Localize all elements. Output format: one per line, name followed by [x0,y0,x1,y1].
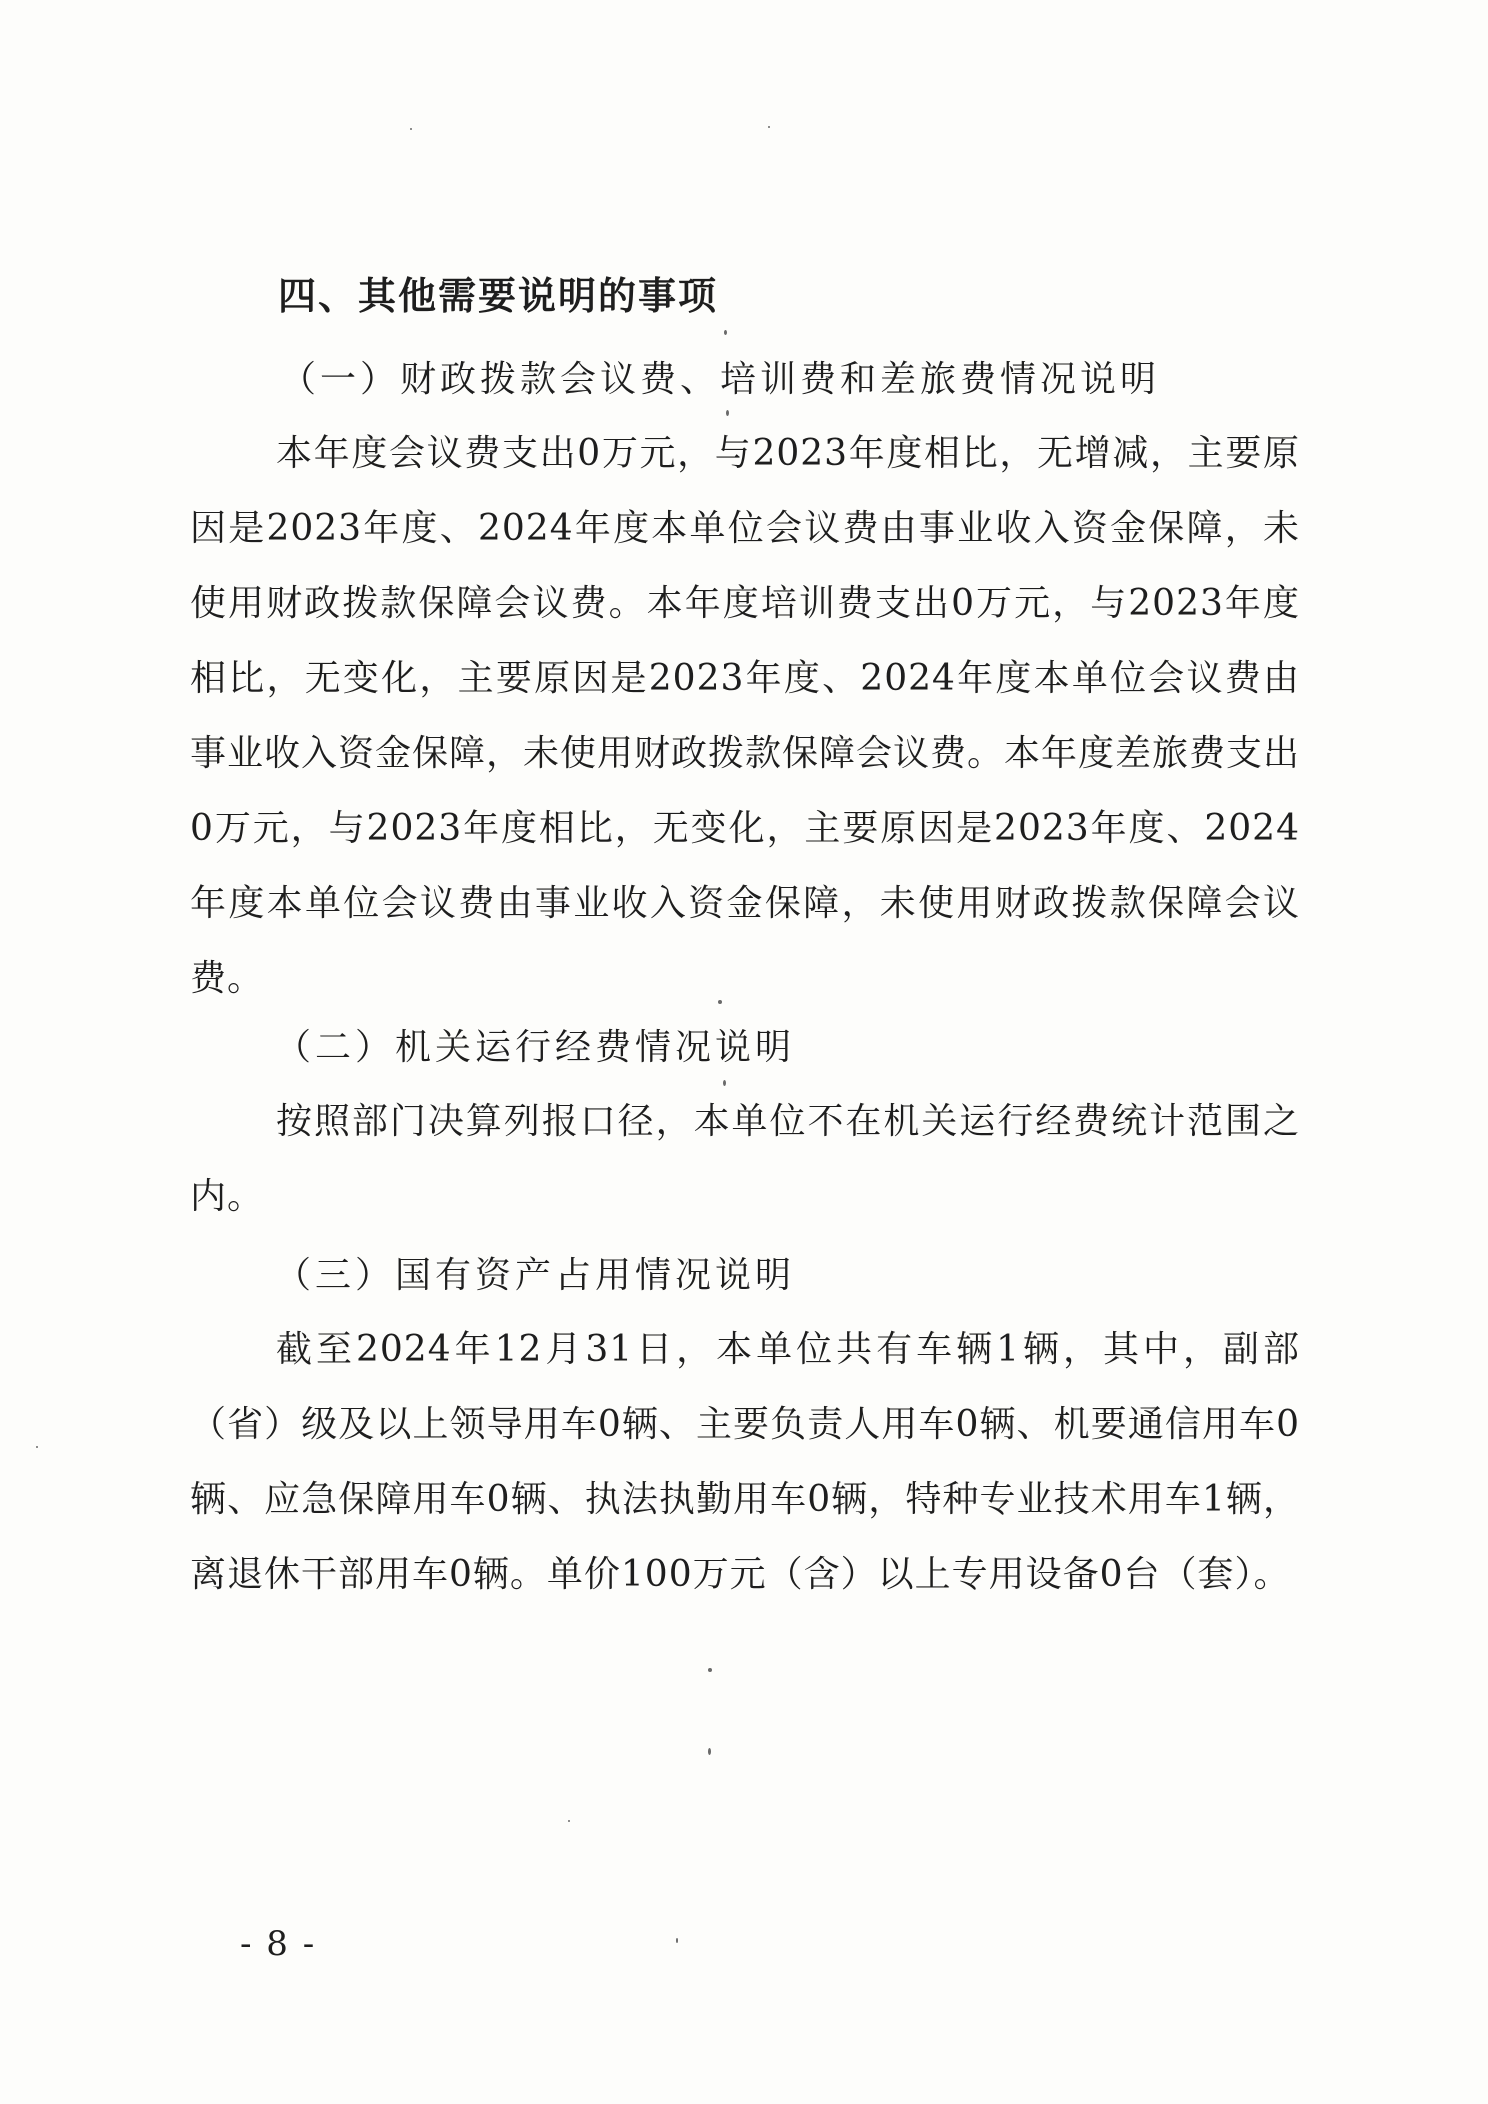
scan-speck [708,1668,712,1672]
scan-speck [768,126,770,128]
scan-speck [568,1820,570,1822]
subsection-1-title: （一）财政拨款会议费、培训费和差旅费情况说明 [280,359,1161,400]
subsection-3-title: （三）国有资产占用情况说明 [275,1255,796,1296]
subsection-2-title: （二）机关运行经费情况说明 [275,1027,796,1068]
scan-speck [708,1748,711,1755]
scan-speck [723,1080,726,1086]
page-number: - 8 - [240,1924,317,1964]
scan-speck [726,410,729,416]
subsection-1-body: 本年度会议费支出0万元，与2023年度相比，无增减，主要原因是2023年度、2024年度本单位会议费由事业收入资金保障，未使用财政拨款保障会议费。本年度培训费支出0万元，与2023年度相比，无变化，主要原因是2023年度、2024年度本单位会议费由事业收入资金保障，未使用财政拨款保障会议费。本年度差旅费支出0万元，与2023年度相比，无变化，主要原因是2023年度、2024年度本单位会议费由事业收入资金保障，未使用财政拨款保障会议费。 [190,433,1301,999]
section-title: 四、其他需要说明的事项 [278,274,719,318]
scan-speck [724,330,727,335]
scan-speck [676,1938,678,1943]
subsection-3-body: 截至2024年12月31日，本单位共有车辆1辆，其中，副部（省）级及以上领导用车0辆、主要负责人用车0辆、机要通信用车0辆、应急保障用车0辆、执法执勤用车0辆，特种专业技术用车1辆，离退休干部用车0辆。单价100万元（含）以上专用设备0台（套）。 [190,1329,1300,1595]
scan-speck [36,1446,38,1448]
scan-speck [718,1000,722,1004]
subsection-2-body: 按照部门决算列报口径，本单位不在机关运行经费统计范围之内。 [190,1101,1300,1217]
scan-speck [410,128,412,130]
